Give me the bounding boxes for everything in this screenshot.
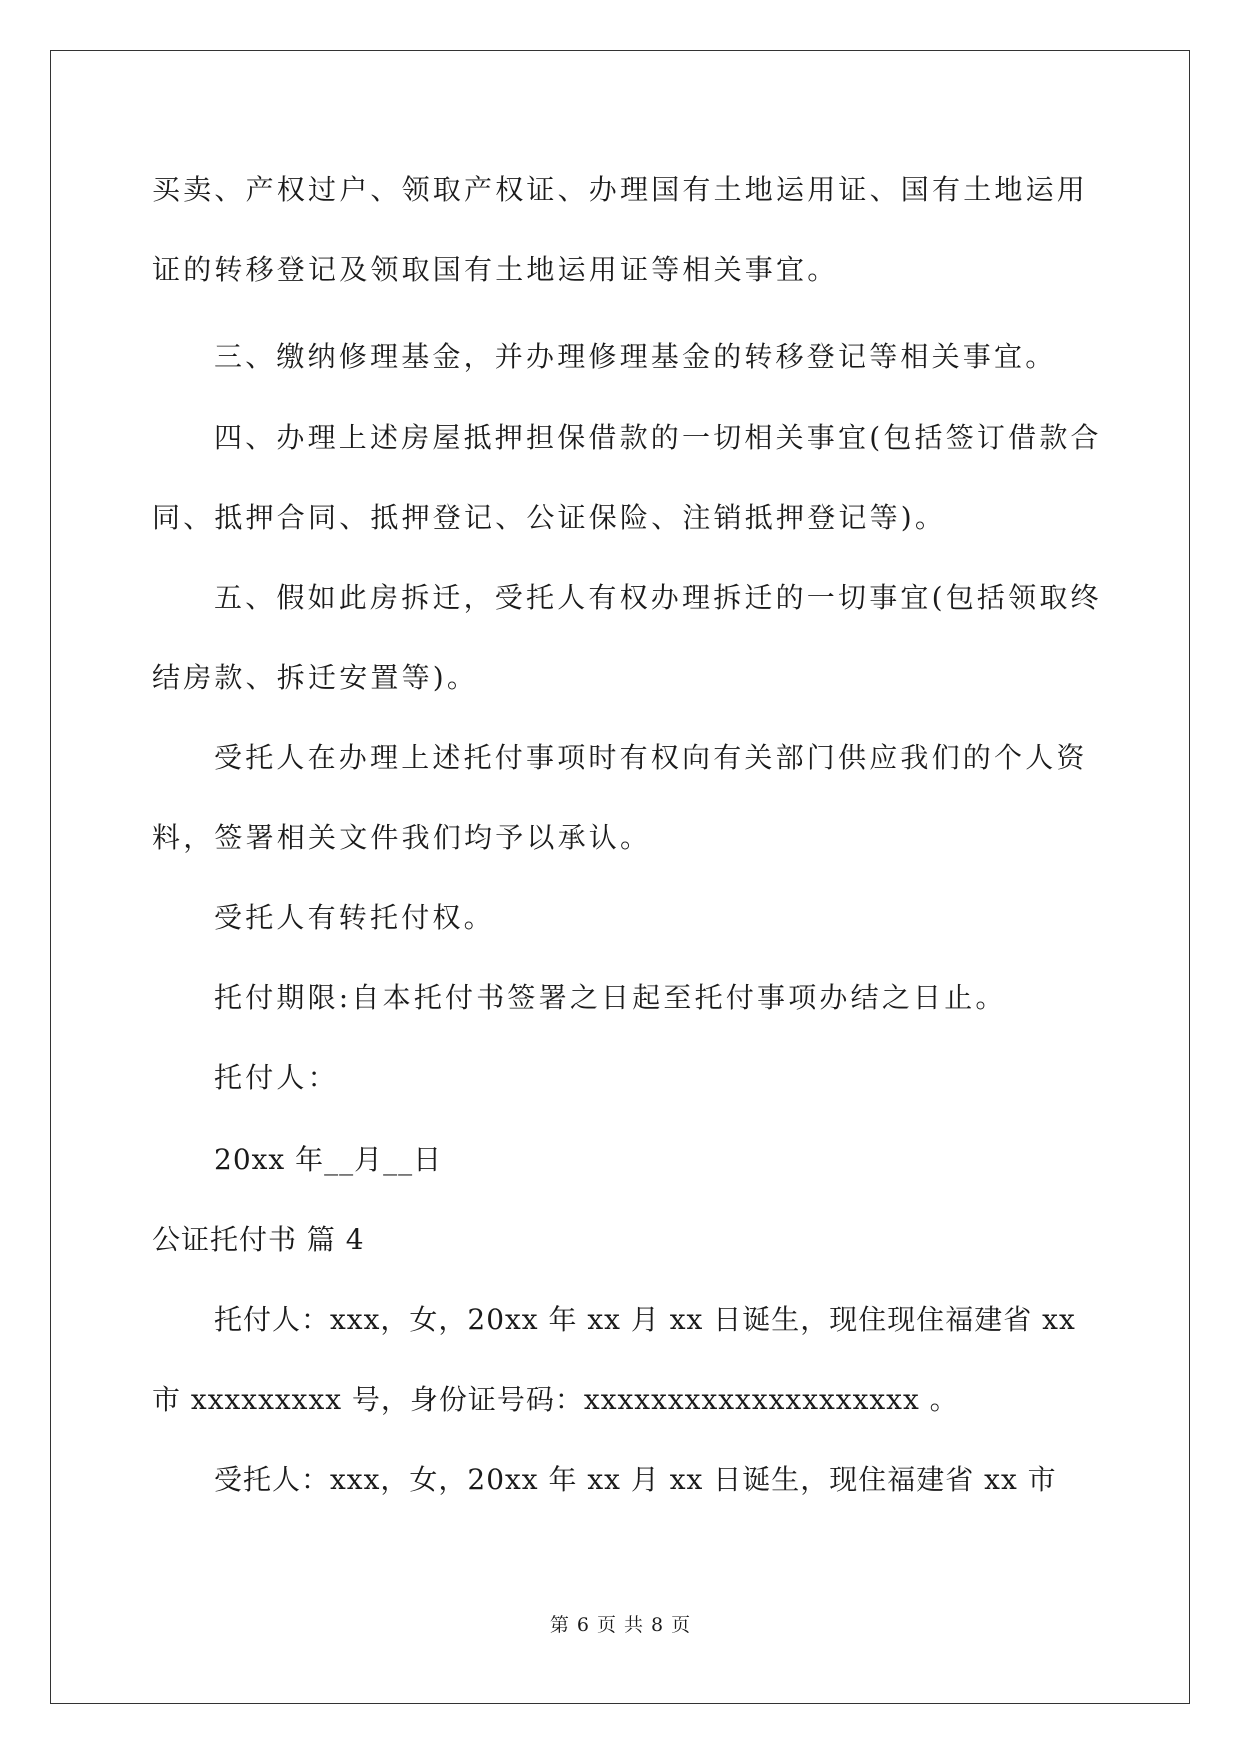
- date-line: 20xx 年__月__日: [214, 1143, 443, 1176]
- text-line: 托付人：xxx，女，20xx 年 xx 月 xx 日诞生，现住现住福建省 xx: [214, 1303, 1076, 1336]
- text-line: 托付期限:自本托付书签署之日起至托付事项办结之日止。: [214, 981, 1007, 1014]
- text-line: 四、办理上述房屋抵押担保借款的一切相关事宜(包括签订借款合: [214, 421, 1102, 454]
- page-border: [50, 50, 1190, 1704]
- text-line: 五、假如此房拆迁，受托人有权办理拆迁的一切事宜(包括领取终: [214, 581, 1102, 614]
- text-line: 证的转移登记及领取国有土地运用证等相关事宜。: [152, 253, 839, 286]
- text-line: 受托人有转托付权。: [214, 901, 495, 934]
- page-number: 第 6 页 共 8 页: [549, 1614, 692, 1636]
- text-line: 买卖、产权过户、领取产权证、办理国有土地运用证、国有土地运用: [152, 173, 1089, 206]
- text-line: 托付人：: [214, 1061, 339, 1094]
- text-line: 同、抵押合同、抵押登记、公证保险、注销抵押登记等)。: [152, 501, 947, 534]
- text-line: 受托人在办理上述托付事项时有权向有关部门供应我们的个人资: [214, 741, 1088, 774]
- text-line: 结房款、拆迁安置等)。: [152, 661, 479, 694]
- text-line: 市 xxxxxxxxx 号，身份证号码：xxxxxxxxxxxxxxxxxxxx 。: [152, 1383, 959, 1416]
- text-line: 三、缴纳修理基金，并办理修理基金的转移登记等相关事宜。: [214, 340, 1057, 373]
- text-line: 料，签署相关文件我们均予以承认。: [152, 821, 652, 854]
- section-heading: 公证托付书 篇 4: [152, 1223, 365, 1256]
- text-line: 受托人：xxx，女，20xx 年 xx 月 xx 日诞生，现住福建省 xx 市: [214, 1463, 1057, 1496]
